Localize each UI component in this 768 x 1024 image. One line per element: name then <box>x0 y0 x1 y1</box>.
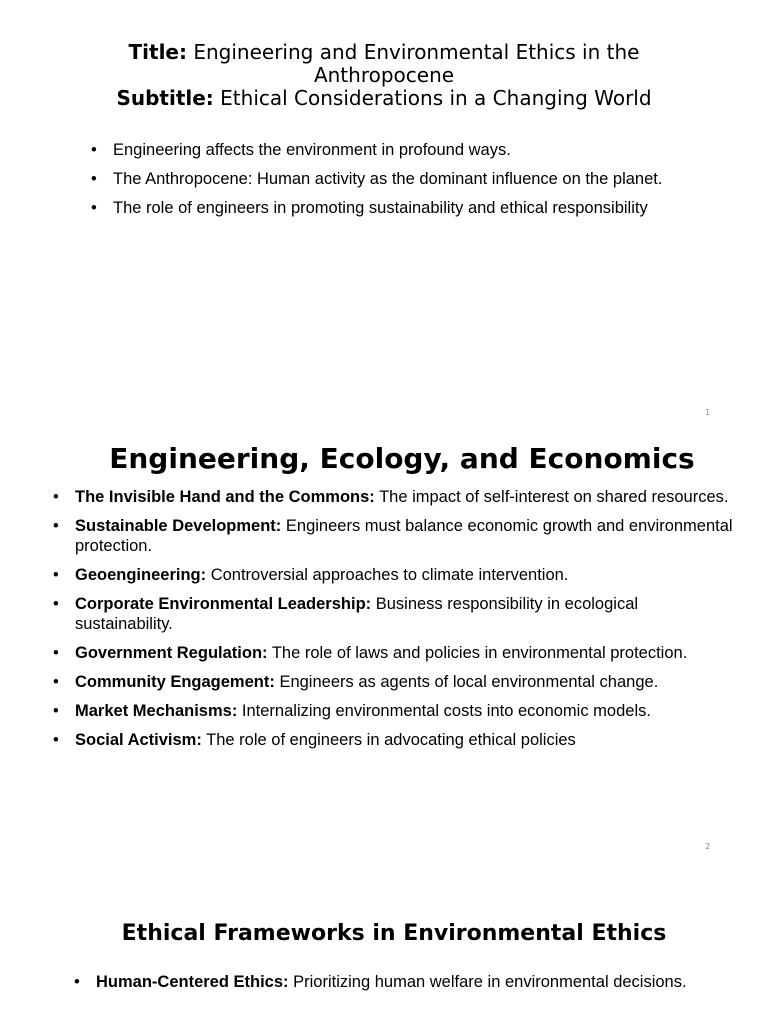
slide-3-bullet-list <box>74 972 696 992</box>
bullet-item: • Social Activism: The role of engineers in advocating ethical policies <box>53 730 576 749</box>
bullet-item: • Human-Centered Ethics: Prioritizing human welfare in environmental decisions. <box>74 973 687 991</box>
bullet-item: • The Anthropocene: Human activity as the dominant influence on the planet. <box>91 170 663 188</box>
bullet-item: • The Invisible Hand and the Commons: The impact of self-interest on shared resources. <box>53 488 729 506</box>
subtitle-text: Ethical Considerations in a Changing World <box>220 86 652 110</box>
bullet-icon: • <box>53 701 59 720</box>
bullet-item: • Geoengineering: Controversial approaches to climate intervention. <box>53 566 569 585</box>
bullet-icon: • <box>91 199 97 217</box>
bullet-item: • The role of engineers in promoting sustainability and ethical responsibility <box>91 199 648 217</box>
bullet-icon: • <box>91 141 97 159</box>
bullet-icon: • <box>53 594 59 613</box>
bullet-item: • Market Mechanisms: Internalizing environmental costs into economic models. <box>53 701 651 720</box>
slide-1-title <box>60 41 708 87</box>
title-label: Title: <box>128 40 187 64</box>
slide-1 <box>0 0 768 430</box>
bullet-icon: • <box>53 644 59 663</box>
bullet-icon: • <box>53 566 59 585</box>
bullet-icon: • <box>91 170 97 188</box>
page-number: 2 <box>705 842 711 851</box>
bullet-icon: • <box>53 730 59 749</box>
bullet-item: • Engineering affects the environment in profound ways. <box>91 141 511 159</box>
title-text: Engineering and Environmental Ethics in the Anthropocene <box>193 40 640 87</box>
bullet-item: • Government Regulation: The role of laws and policies in environmental protection. <box>53 644 688 663</box>
slide-1-bullet-list <box>91 140 673 227</box>
bullet-item: • Corporate Environmental Leadership: Business responsibility in ecological sustainability. <box>53 594 639 634</box>
bullet-icon: • <box>74 973 80 991</box>
bullet-item: • Community Engagement: Engineers as agents of local environmental change. <box>53 672 659 691</box>
bullet-icon: • <box>53 672 59 691</box>
bullet-icon: • <box>53 516 59 535</box>
bullet-icon: • <box>53 488 59 506</box>
slide-3-title: Ethical Frameworks in Environmental Ethics <box>121 921 667 946</box>
slide-2-bullet-list <box>53 487 735 758</box>
page-number: 1 <box>705 408 711 417</box>
bullet-item: • Sustainable Development: Engineers must balance economic growth and environmental protection. <box>53 516 733 556</box>
slide-1-subtitle <box>60 87 708 110</box>
slide-2-title: Engineering, Ecology, and Economics <box>109 442 695 475</box>
subtitle-label: Subtitle: <box>116 86 214 110</box>
